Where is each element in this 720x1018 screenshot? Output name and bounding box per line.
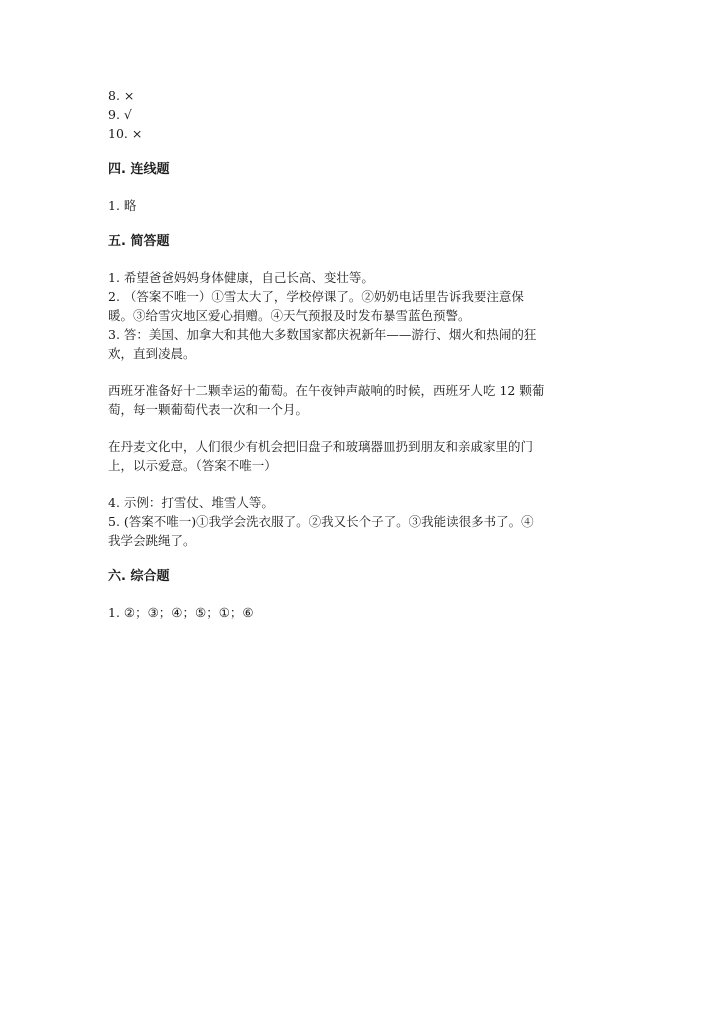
section-5-answer-3-line-1: 3. 答：美国、加拿大和其他大多数国家都庆祝新年——游行、烟火和热闹的狂 xyxy=(108,327,537,342)
judge-answers xyxy=(108,86,618,143)
denmark-paragraph-line-1: 在丹麦文化中，人们很少有机会把旧盘子和玻璃器皿扔到朋友和亲戚家里的门 xyxy=(108,439,534,454)
paragraph-gap xyxy=(108,363,618,381)
paragraph-gap xyxy=(108,419,618,437)
section-5-answer-3-line-2: 欢，直到凌晨。 xyxy=(108,346,196,361)
section-4-answer-1: 1. 略 xyxy=(108,198,137,213)
section-6-heading: 六. 综合题 xyxy=(108,569,170,584)
spain-paragraph-line-2: 萄，每一颗葡萄代表一次和一个月。 xyxy=(108,402,309,417)
section-6-answer-1: 1. ②；③；④；⑤；①；⑥ xyxy=(108,605,254,620)
section-5-answer-5-line-1: 5. (答案不唯一)①我学会洗衣服了。②我又长个子了。③我能读很多书了。④ xyxy=(108,514,534,529)
section-4-heading: 四. 连线题 xyxy=(108,162,170,177)
answer-item-10: 10. × xyxy=(108,126,143,141)
section-5-heading: 五. 简答题 xyxy=(108,234,170,249)
answer-item-9: 9. √ xyxy=(108,107,132,122)
answer-document xyxy=(108,86,618,622)
denmark-paragraph-line-2: 上，以示爱意。（答案不唯一） xyxy=(108,458,277,473)
section-5-answer-1: 1. 希望爸爸妈妈身体健康，自己长高、变壮等。 xyxy=(108,270,374,285)
answer-item-8: 8. × xyxy=(108,88,135,103)
section-5-answer-5-line-2: 我学会跳绳了。 xyxy=(108,533,196,548)
section-5-answers xyxy=(108,268,618,550)
section-5-answer-4: 4. 示例：打雪仗、堆雪人等。 xyxy=(108,495,274,510)
section-5-answer-2-line-1: 2. （答案不唯一）①雪太大了，学校停课了。②奶奶电话里告诉我要注意保 xyxy=(108,289,524,304)
spain-paragraph-line-1: 西班牙准备好十二颗幸运的葡萄。在午夜钟声敲响的时候，西班牙人吃 12 颗葡 xyxy=(108,383,545,398)
section-5-answer-2-line-2: 暖。③给雪灾地区爱心捐赠。④天气预报及时发布暴雪蓝色预警。 xyxy=(108,308,471,323)
paragraph-gap xyxy=(108,475,618,493)
